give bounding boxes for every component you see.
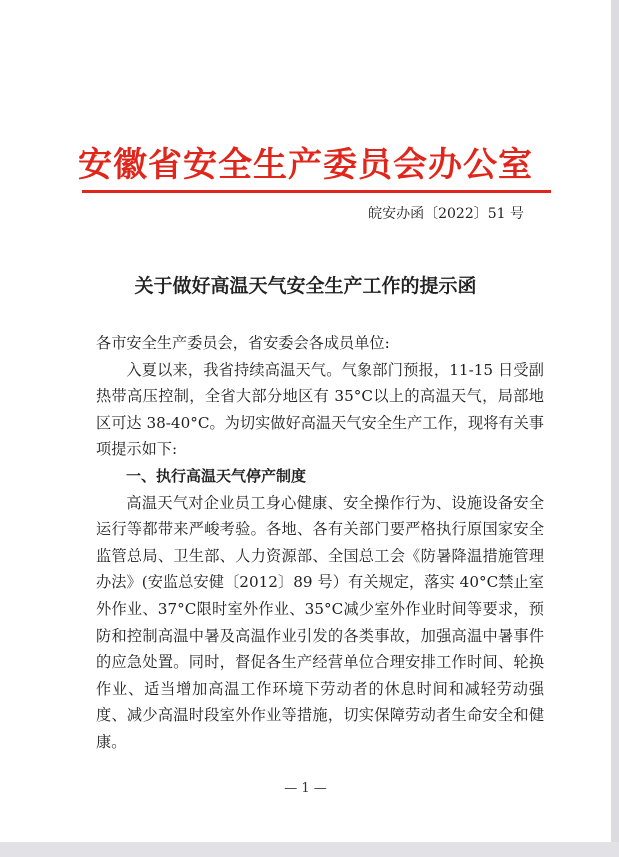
salutation: 各市安全生产委员会，省安委会各成员单位: <box>96 334 390 352</box>
letterhead-red-rule <box>82 190 551 193</box>
page-edge-bottom <box>0 842 619 857</box>
section-1-paragraph: 高温天气对企业员工身心健康、安全操作行为、设施设备安全运行等都带来严峻考验。各地、各有关部门要严格执行原国家安全监管总局、卫生部、人力资源部、全国总工会《防暑降温措施管理办法》(安监总安健〔2012〕89 号）有关规定，落实 40°C禁止室外作业、37°C限时室外作业、35°C减少室外作业时间等要求，预防和控制高温中暑及高温作业引发的各类事故，加强高温中暑事件的应急处置。同时，督促各生产经营单位合理安排工作时间、轮换作业、适当增加高温工作环境下劳动者的休息时间和减轻劳动强度、减少高温时段室外作业等措施，切实保障劳动者生命安全和健康。 <box>96 493 544 751</box>
document-title: 关于做好高温天气安全生产工作的提示函 <box>134 275 477 297</box>
intro-paragraph: 入夏以来，我省持续高温天气。气象部门预报，11-15 日受副热带高压控制，全省大部分地区有 35°C以上的高温天气，局部地区可达 38-40°C。为切实做好高温天气安全生产工作，现将有关事项提示如下: <box>96 360 544 459</box>
letterhead-org-name: 安徽省安全生产委员会办公室 <box>78 145 533 185</box>
document-body <box>96 330 544 756</box>
section-1-heading: 一、执行高温天气停产制度 <box>126 466 307 485</box>
document-number: 皖安办函〔2022〕51 号 <box>368 206 524 222</box>
page-edge-right <box>611 0 619 857</box>
page-number: — 1 — <box>284 781 327 796</box>
